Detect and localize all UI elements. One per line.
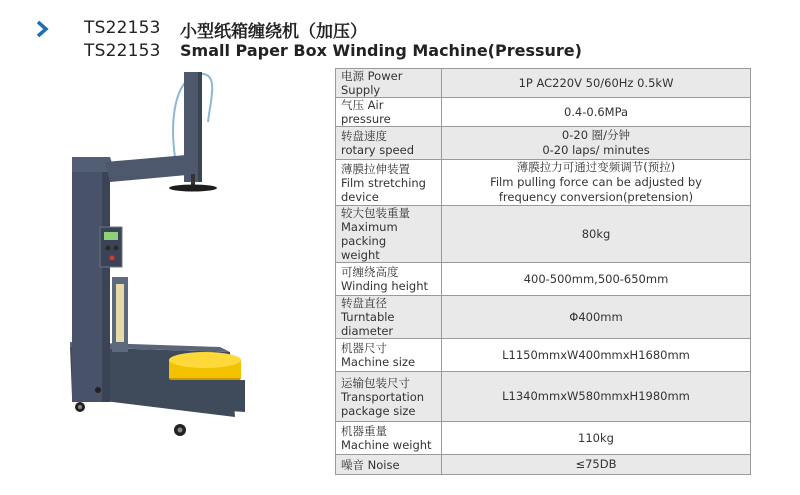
spec-row	[336, 263, 751, 296]
spec-value-line: 0-20 laps/ minutes	[542, 143, 650, 157]
spec-value-line: L1340mmxW580mmxH1980mm	[502, 389, 690, 403]
chevron-right-icon	[34, 20, 52, 38]
spec-label-line: 机器重量	[341, 424, 387, 438]
spec-value-line: 0.4-0.6MPa	[563, 104, 629, 119]
spec-table	[335, 68, 751, 475]
spec-value	[442, 339, 751, 372]
spec-value-line: 薄膜拉力可通过变频调节(预拉)	[516, 160, 676, 174]
spec-label-line: Turntable diameter	[341, 310, 395, 338]
spec-label-line: 可缠绕高度	[341, 265, 399, 279]
spec-row	[336, 372, 751, 422]
spec-row	[336, 69, 751, 98]
spec-value-line: 0-20 圈/分钟	[561, 128, 631, 142]
spec-label	[336, 263, 442, 296]
spec-value-line: Φ400mm	[569, 309, 623, 324]
spec-label-line: package size	[341, 403, 416, 418]
spec-label-line: 噪音 Noise	[341, 457, 400, 472]
spec-label	[336, 98, 442, 127]
spec-label-line: 气压 Air pressure	[341, 98, 391, 126]
spec-value-line: 400-500mm,500-650mm	[523, 271, 669, 286]
spec-value-line: frequency conversion(pretension)	[498, 190, 694, 204]
spec-label	[336, 372, 442, 422]
spec-value	[442, 296, 751, 339]
spec-value-line: Film pulling force can be adjusted by	[490, 175, 702, 189]
spec-row	[336, 339, 751, 372]
spec-value	[442, 98, 751, 127]
spec-row	[336, 98, 751, 127]
spec-label	[336, 206, 442, 263]
spec-value	[442, 160, 751, 206]
machine-image	[60, 62, 290, 452]
spec-label-line: 运输包装尺寸	[341, 375, 410, 390]
spec-value	[442, 127, 751, 160]
spec-value	[442, 422, 751, 455]
spec-value	[442, 455, 751, 475]
spec-label-line: Machine size	[341, 355, 416, 369]
spec-value-line: 1P AC220V 50/60Hz 0.5kW	[518, 75, 674, 90]
spec-label	[336, 422, 442, 455]
spec-value	[442, 206, 751, 263]
spec-label-line: Film stretching	[341, 175, 426, 190]
spec-label	[336, 69, 442, 98]
product-code: TS22153	[84, 18, 161, 38]
spec-label-line: 机器尺寸	[341, 341, 387, 355]
spec-label-line: Machine weight	[341, 438, 432, 452]
spec-row	[336, 206, 751, 263]
spec-label	[336, 160, 442, 206]
spec-label-line: Transportation	[341, 389, 425, 404]
product-title-cn: 小型纸箱缠绕机（加压）	[180, 22, 367, 42]
spec-label-line: weight	[341, 248, 380, 262]
spec-value-line: 110kg	[578, 430, 614, 445]
spec-label-line: rotary speed	[341, 143, 414, 157]
spec-label	[336, 127, 442, 160]
spec-value	[442, 372, 751, 422]
spec-row	[336, 127, 751, 160]
spec-value-line: 80kg	[581, 226, 611, 241]
product-code-en: TS22153	[84, 41, 161, 61]
spec-label-line: 转盘直径	[341, 296, 387, 310]
spec-value-line: L1150mmxW400mmxH1680mm	[502, 347, 690, 362]
spec-row	[336, 296, 751, 339]
spec-label	[336, 339, 442, 372]
spec-label-line: Winding height	[341, 279, 428, 293]
spec-value	[442, 69, 751, 98]
spec-label	[336, 455, 442, 475]
spec-row	[336, 160, 751, 206]
spec-label-line: 电源 Power Supply	[341, 69, 403, 97]
spec-row	[336, 455, 751, 475]
spec-label-line: 薄膜拉伸装置	[341, 161, 410, 176]
spec-label-line: device	[341, 189, 379, 204]
spec-label-line: 较大包装重量	[341, 206, 410, 220]
product-title-en: Small Paper Box Winding Machine(Pressure)	[180, 41, 582, 60]
spec-row	[336, 422, 751, 455]
spec-value	[442, 263, 751, 296]
spec-value-line: ≤75DB	[575, 457, 617, 471]
spec-label-line: Maximum packing	[341, 220, 398, 248]
spec-label	[336, 296, 442, 339]
spec-label-line: 转盘速度	[341, 129, 387, 143]
